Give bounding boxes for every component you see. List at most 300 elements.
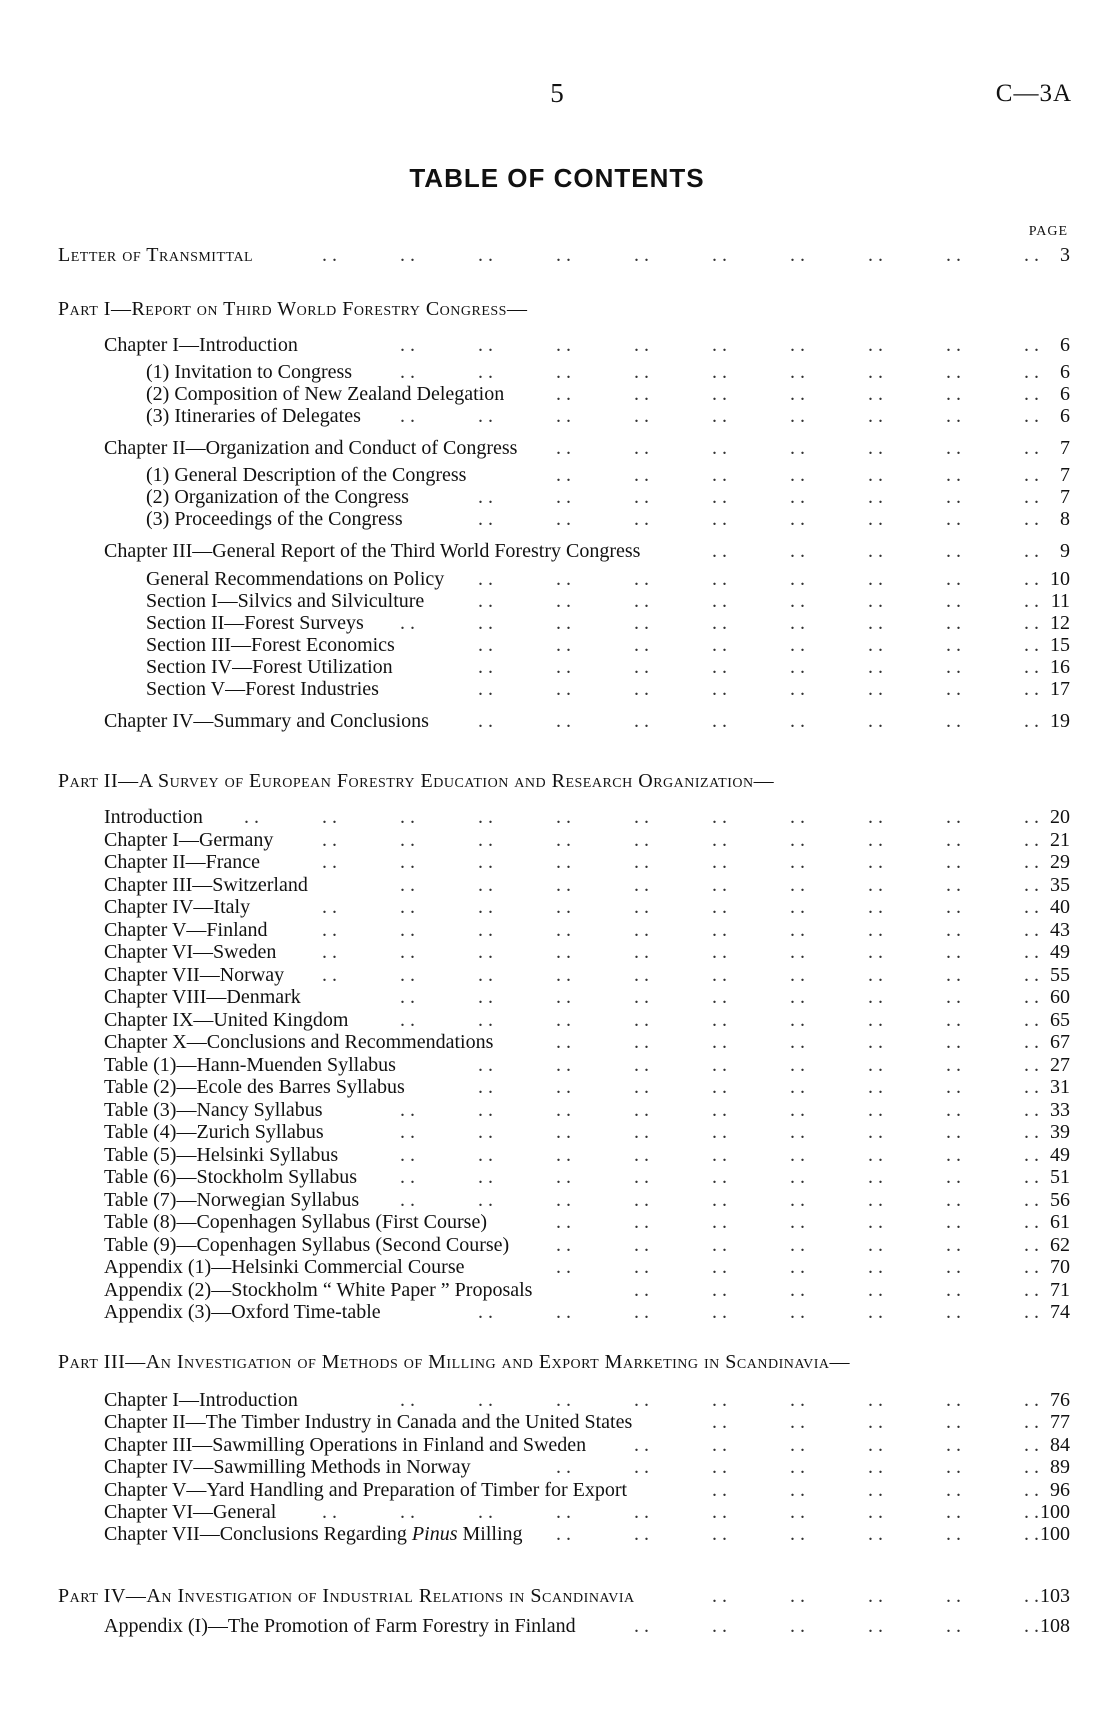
dot-leader: . .	[868, 1256, 883, 1278]
dot-leader: . .	[400, 1389, 415, 1411]
toc-entry	[0, 1166, 1114, 1188]
toc-page: 62	[1050, 1233, 1070, 1256]
dot-leader: . .	[1024, 634, 1039, 656]
dot-leader: . .	[556, 710, 571, 732]
dot-leader: . .	[712, 1501, 727, 1523]
dot-leader: . .	[790, 873, 805, 896]
dot-leader: . .	[868, 1301, 883, 1323]
dot-leader: . .	[1024, 963, 1039, 986]
dot-leader: . .	[556, 634, 571, 656]
toc-page: 49	[1050, 1143, 1070, 1166]
dot-leader: . .	[790, 1278, 805, 1301]
dot-leader: . .	[868, 437, 883, 459]
toc-entry	[0, 919, 1114, 941]
dot-leader: . .	[634, 334, 649, 356]
dot-leader: . .	[1024, 1233, 1039, 1256]
dot-leader: . .	[1024, 244, 1039, 266]
toc-entry	[0, 1456, 1114, 1478]
dot-leader: . .	[400, 1008, 415, 1031]
toc-label: Table (7)—Norwegian Syllabus	[104, 1188, 360, 1211]
dot-leader: . .	[634, 986, 649, 1008]
dot-leader: . .	[946, 1233, 961, 1256]
dot-leader: . .	[712, 361, 727, 383]
dot-leader: . .	[712, 1031, 727, 1053]
dot-leader: . .	[790, 437, 805, 459]
toc-entry	[0, 1009, 1114, 1031]
page-column-label: PAGE	[1028, 224, 1068, 239]
toc-label: Chapter IV—Summary and Conclusions	[104, 710, 429, 732]
dot-leader: . .	[478, 1188, 493, 1211]
dot-leader: . .	[712, 678, 727, 700]
toc-page: 12	[1050, 612, 1070, 634]
dot-leader: . .	[556, 1301, 571, 1323]
dot-leader: . .	[1024, 1031, 1039, 1053]
dot-leader: . .	[556, 405, 571, 427]
dot-leader: . .	[478, 918, 493, 941]
dot-leader: . .	[790, 1433, 805, 1456]
toc-page: 17	[1050, 678, 1070, 700]
dot-leader: . .	[946, 828, 961, 851]
toc-entry	[0, 851, 1114, 873]
toc-entry	[0, 1411, 1114, 1433]
dot-leader: . .	[478, 656, 493, 678]
dot-leader: . .	[712, 1585, 727, 1607]
dot-leader: . .	[556, 1098, 571, 1121]
toc-label: Table (8)—Copenhagen Syllabus (First Course)	[104, 1211, 487, 1233]
dot-leader: . .	[556, 656, 571, 678]
toc-label: Appendix (3)—Oxford Time-table	[104, 1301, 381, 1323]
dot-leader: . .	[790, 405, 805, 427]
dot-leader: . .	[478, 851, 493, 873]
dot-leader: . .	[634, 1076, 649, 1098]
dot-leader: . .	[322, 941, 337, 963]
dot-leader: . .	[478, 590, 493, 612]
dot-leader: . .	[712, 1456, 727, 1479]
dot-leader: . .	[868, 896, 883, 918]
dot-leader: . .	[790, 1188, 805, 1211]
toc-entry	[0, 1615, 1114, 1637]
toc-entry	[0, 1144, 1114, 1166]
dot-leader: . .	[478, 361, 493, 383]
toc-page: 103	[1040, 1585, 1070, 1607]
dot-leader: . .	[790, 1211, 805, 1233]
dot-leader: . .	[868, 361, 883, 383]
dot-leader: . .	[790, 464, 805, 486]
dot-leader: . .	[478, 1389, 493, 1411]
toc-entry	[0, 486, 1114, 508]
dot-leader: . .	[556, 437, 571, 459]
dot-leader: . .	[1024, 1076, 1039, 1098]
toc-page: 20	[1050, 806, 1070, 828]
dot-leader: . .	[712, 634, 727, 656]
dot-leader: . .	[556, 1256, 571, 1278]
dot-leader: . .	[946, 941, 961, 963]
dot-leader: . .	[712, 1211, 727, 1233]
dot-leader: . .	[946, 1188, 961, 1211]
dot-leader: . .	[634, 1053, 649, 1076]
dot-leader: . .	[790, 1585, 805, 1607]
dot-leader: . .	[868, 1166, 883, 1188]
dot-leader: . .	[946, 1478, 961, 1501]
toc-page: 96	[1050, 1478, 1070, 1501]
toc-entry	[0, 1211, 1114, 1233]
dot-leader: . .	[478, 612, 493, 634]
toc-label: (2) Composition of New Zealand Delegation	[146, 383, 505, 405]
dot-leader: . .	[400, 1501, 415, 1523]
dot-leader: . .	[556, 1188, 571, 1211]
dot-leader: . .	[946, 1411, 961, 1434]
dot-leader: . .	[634, 568, 649, 590]
dot-leader: . .	[322, 896, 337, 918]
dot-leader: . .	[634, 656, 649, 678]
dot-leader: . .	[1024, 1411, 1039, 1434]
toc-entry	[0, 1279, 1114, 1301]
dot-leader: . .	[790, 1501, 805, 1523]
toc-page: 9	[1060, 540, 1070, 562]
dot-leader: . .	[556, 1211, 571, 1233]
dot-leader: . .	[400, 405, 415, 427]
toc-page: 27	[1050, 1053, 1070, 1076]
dot-leader: . .	[556, 1456, 571, 1479]
toc-page: 43	[1050, 918, 1070, 941]
dot-leader: . .	[556, 1031, 571, 1053]
dot-leader: . .	[556, 941, 571, 963]
dot-leader: . .	[634, 1501, 649, 1523]
dot-leader: . .	[946, 918, 961, 941]
dot-leader: . .	[868, 508, 883, 530]
dot-leader: . .	[634, 1523, 649, 1545]
dot-leader: . .	[1024, 1211, 1039, 1233]
dot-leader: . .	[556, 828, 571, 851]
toc-entry	[0, 508, 1114, 530]
toc-page: 39	[1050, 1121, 1070, 1143]
toc-label: Chapter V—Yard Handling and Preparation of Timber for Export	[104, 1478, 628, 1501]
dot-leader: . .	[1024, 612, 1039, 634]
toc-label: General Recommendations on Policy	[146, 568, 445, 590]
dot-leader: . .	[1024, 1121, 1039, 1143]
toc-page: 16	[1050, 656, 1070, 678]
dot-leader: . .	[634, 806, 649, 828]
dot-leader: . .	[790, 1031, 805, 1053]
dot-leader: . .	[1024, 828, 1039, 851]
dot-leader: . .	[478, 896, 493, 918]
dot-leader: . .	[1024, 1456, 1039, 1479]
toc-page: 31	[1050, 1076, 1070, 1098]
dot-leader: . .	[478, 1008, 493, 1031]
toc-entry	[0, 1189, 1114, 1211]
dot-leader: . .	[790, 1076, 805, 1098]
dot-leader: . .	[946, 361, 961, 383]
dot-leader: . .	[400, 361, 415, 383]
toc-label-italic: Pinus	[411, 1523, 458, 1545]
toc-entry	[0, 1076, 1114, 1098]
dot-leader: . .	[790, 986, 805, 1008]
toc-page: 7	[1060, 486, 1070, 508]
dot-leader: . .	[946, 1389, 961, 1411]
dot-leader: . .	[790, 540, 805, 562]
part-1-heading: Part I—Report on Third World Forestry Congress—	[58, 298, 528, 320]
toc-label: Section II—Forest Surveys	[146, 612, 364, 634]
toc-page: 7	[1060, 464, 1070, 486]
toc-label: Appendix (1)—Helsinki Commercial Course	[104, 1256, 465, 1278]
dot-leader: . .	[790, 612, 805, 634]
dot-leader: . .	[400, 828, 415, 851]
dot-leader: . .	[1024, 806, 1039, 828]
dot-leader: . .	[946, 1053, 961, 1076]
dot-leader: . .	[868, 1008, 883, 1031]
dot-leader: . .	[790, 918, 805, 941]
dot-leader: . .	[1024, 941, 1039, 963]
toc-entry	[0, 1256, 1114, 1278]
dot-leader: . .	[400, 612, 415, 634]
dot-leader: . .	[400, 986, 415, 1008]
dot-leader: . .	[712, 806, 727, 828]
toc-entry	[0, 829, 1114, 851]
dot-leader: . .	[400, 873, 415, 896]
dot-leader: . .	[478, 244, 493, 266]
dot-leader: . .	[556, 1008, 571, 1031]
toc-page: 10	[1050, 568, 1070, 590]
dot-leader: . .	[634, 590, 649, 612]
toc-label: Chapter VIII—Denmark	[104, 986, 301, 1008]
dot-leader: . .	[868, 612, 883, 634]
dot-leader: . .	[400, 941, 415, 963]
dot-leader: . .	[1024, 1585, 1039, 1607]
toc-page: 56	[1050, 1188, 1070, 1211]
dot-leader: . .	[868, 244, 883, 266]
toc-page: 74	[1050, 1301, 1070, 1323]
dot-leader: . .	[790, 590, 805, 612]
dot-leader: . .	[556, 464, 571, 486]
dot-leader: . .	[868, 1121, 883, 1143]
dot-leader: . .	[946, 540, 961, 562]
dot-leader: . .	[556, 1523, 571, 1545]
dot-leader: . .	[868, 656, 883, 678]
dot-leader: . .	[946, 1585, 961, 1607]
dot-leader: . .	[712, 1121, 727, 1143]
dot-leader: . .	[868, 1031, 883, 1053]
dot-leader: . .	[868, 590, 883, 612]
dot-leader: . .	[868, 851, 883, 873]
dot-leader: . .	[556, 590, 571, 612]
dot-leader: . .	[1024, 405, 1039, 427]
dot-leader: . .	[868, 1211, 883, 1233]
dot-leader: . .	[556, 334, 571, 356]
toc-entry	[0, 634, 1114, 656]
dot-leader: . .	[712, 1301, 727, 1323]
dot-leader: . .	[1024, 1008, 1039, 1031]
dot-leader: . .	[556, 1053, 571, 1076]
dot-leader: . .	[868, 1098, 883, 1121]
dot-leader: . .	[790, 1456, 805, 1479]
toc-entry	[0, 986, 1114, 1008]
dot-leader: . .	[478, 1098, 493, 1121]
dot-leader: . .	[946, 678, 961, 700]
dot-leader: . .	[790, 361, 805, 383]
dot-leader: . .	[946, 568, 961, 590]
dot-leader: . .	[634, 941, 649, 963]
dot-leader: . .	[634, 464, 649, 486]
toc-page: 55	[1050, 963, 1070, 986]
dot-leader: . .	[868, 1478, 883, 1501]
dot-leader: . .	[1024, 710, 1039, 732]
dot-leader: . .	[712, 540, 727, 562]
dot-leader: . .	[868, 634, 883, 656]
dot-leader: . .	[556, 1233, 571, 1256]
toc-label: Chapter IX—United Kingdom	[104, 1008, 349, 1031]
toc-label: Chapter I—Germany	[104, 828, 274, 851]
dot-leader: . .	[478, 334, 493, 356]
toc-page: 76	[1050, 1389, 1070, 1411]
dot-leader: . .	[634, 710, 649, 732]
dot-leader: . .	[712, 508, 727, 530]
dot-leader: . .	[712, 1098, 727, 1121]
toc-entry	[0, 656, 1114, 678]
dot-leader: . .	[634, 873, 649, 896]
dot-leader: . .	[790, 963, 805, 986]
dot-leader: . .	[712, 464, 727, 486]
dot-leader: . .	[712, 1188, 727, 1211]
dot-leader: . .	[634, 486, 649, 508]
toc-label: Section I—Silvics and Silviculture	[146, 590, 425, 612]
dot-leader: . .	[868, 710, 883, 732]
toc-label: Appendix (2)—Stockholm “ White Paper ” Proposals	[104, 1278, 533, 1301]
toc-page: 11	[1050, 590, 1070, 612]
dot-leader: . .	[868, 486, 883, 508]
toc-label: Letter of Transmittal	[58, 244, 254, 266]
toc-label: (2) Organization of the Congress	[146, 486, 409, 508]
toc-label: Introduction	[104, 806, 203, 828]
toc-entry	[0, 941, 1114, 963]
dot-leader: . .	[634, 1278, 649, 1301]
toc-label: Section IV—Forest Utilization	[146, 656, 393, 678]
dot-leader: . .	[946, 896, 961, 918]
dot-leader: . .	[478, 634, 493, 656]
toc-page: 29	[1050, 851, 1070, 873]
dot-leader: . .	[868, 1501, 883, 1523]
toc-page: 15	[1050, 634, 1070, 656]
toc-page: 35	[1050, 873, 1070, 896]
dot-leader: . .	[634, 1031, 649, 1053]
dot-leader: . .	[790, 896, 805, 918]
toc-label: Section III—Forest Economics	[146, 634, 395, 656]
dot-leader: . .	[556, 1389, 571, 1411]
dot-leader: . .	[946, 963, 961, 986]
toc-page: 21	[1050, 828, 1070, 851]
part-3-heading: Part III—An Investigation of Methods of Milling and Export Marketing in Scandinavia—	[58, 1351, 851, 1373]
dot-leader: . .	[868, 1143, 883, 1166]
dot-leader: . .	[634, 1008, 649, 1031]
dot-leader: . .	[1024, 590, 1039, 612]
dot-leader: . .	[556, 486, 571, 508]
toc-label-prefix: Chapter VII—Conclusions Regarding	[104, 1523, 412, 1545]
dot-leader: . .	[400, 1143, 415, 1166]
dot-leader: . .	[556, 1166, 571, 1188]
toc-label: Table (4)—Zurich Syllabus	[104, 1121, 324, 1143]
dot-leader: . .	[712, 1256, 727, 1278]
dot-leader: . .	[556, 986, 571, 1008]
dot-leader: . .	[634, 1301, 649, 1323]
dot-leader: . .	[946, 1456, 961, 1479]
dot-leader: . .	[634, 1098, 649, 1121]
dot-leader: . .	[946, 1076, 961, 1098]
dot-leader: . .	[868, 1456, 883, 1479]
dot-leader: . .	[790, 1233, 805, 1256]
dot-leader: . .	[556, 383, 571, 405]
dot-leader: . .	[946, 1031, 961, 1053]
toc-page: 61	[1050, 1211, 1070, 1233]
dot-leader: . .	[556, 1076, 571, 1098]
dot-leader: . .	[556, 1143, 571, 1166]
part-2-heading: Part II—A Survey of European Forestry Education and Research Organization—	[58, 770, 775, 792]
page-number: 5	[550, 78, 564, 108]
dot-leader: . .	[322, 244, 337, 266]
toc-label: Table (3)—Nancy Syllabus	[104, 1098, 323, 1121]
dot-leader: . .	[790, 806, 805, 828]
toc-label: Table (2)—Ecole des Barres Syllabus	[104, 1076, 405, 1098]
dot-leader: . .	[478, 963, 493, 986]
dot-leader: . .	[322, 851, 337, 873]
toc-label: Appendix (I)—The Promotion of Farm Forestry in Finland	[104, 1615, 576, 1637]
toc-page: 7	[1060, 437, 1070, 459]
dot-leader: . .	[946, 1278, 961, 1301]
dot-leader: . .	[478, 405, 493, 427]
dot-leader: . .	[556, 873, 571, 896]
dot-leader: . .	[868, 334, 883, 356]
toc-page: 6	[1060, 405, 1070, 427]
dot-leader: . .	[478, 1143, 493, 1166]
dot-leader: . .	[946, 1008, 961, 1031]
toc-entry	[0, 896, 1114, 918]
toc-page: 51	[1050, 1166, 1070, 1188]
dot-leader: . .	[1024, 361, 1039, 383]
dot-leader: . .	[712, 986, 727, 1008]
dot-leader: . .	[556, 963, 571, 986]
toc-entry	[0, 964, 1114, 986]
toc-page: 77	[1050, 1411, 1070, 1434]
dot-leader: . .	[478, 828, 493, 851]
dot-leader: . .	[478, 508, 493, 530]
dot-leader: . .	[1024, 1433, 1039, 1456]
dot-leader: . .	[868, 568, 883, 590]
dot-leader: . .	[400, 918, 415, 941]
dot-leader: . .	[634, 851, 649, 873]
toc-page: 71	[1050, 1278, 1070, 1301]
dot-leader: . .	[1024, 851, 1039, 873]
dot-leader: . .	[1024, 508, 1039, 530]
dot-leader: . .	[868, 1278, 883, 1301]
dot-leader: . .	[1024, 986, 1039, 1008]
toc-entry	[0, 1301, 1114, 1323]
dot-leader: . .	[946, 405, 961, 427]
toc-entry	[0, 710, 1114, 732]
dot-leader: . .	[1024, 1256, 1039, 1278]
dot-leader: . .	[868, 383, 883, 405]
toc-page: 40	[1050, 896, 1070, 918]
dot-leader: . .	[946, 1143, 961, 1166]
dot-leader: . .	[400, 244, 415, 266]
dot-leader: . .	[478, 678, 493, 700]
dot-leader: . .	[946, 1301, 961, 1323]
dot-leader: . .	[712, 1143, 727, 1166]
dot-leader: . .	[712, 918, 727, 941]
dot-leader: . .	[790, 851, 805, 873]
part-4-heading: Part IV—An Investigation of Industrial Relations in Scandinavia	[58, 1585, 635, 1607]
dot-leader: . .	[1024, 334, 1039, 356]
dot-leader: . .	[868, 1233, 883, 1256]
dot-leader: . .	[1024, 1501, 1039, 1523]
dot-leader: . .	[634, 383, 649, 405]
